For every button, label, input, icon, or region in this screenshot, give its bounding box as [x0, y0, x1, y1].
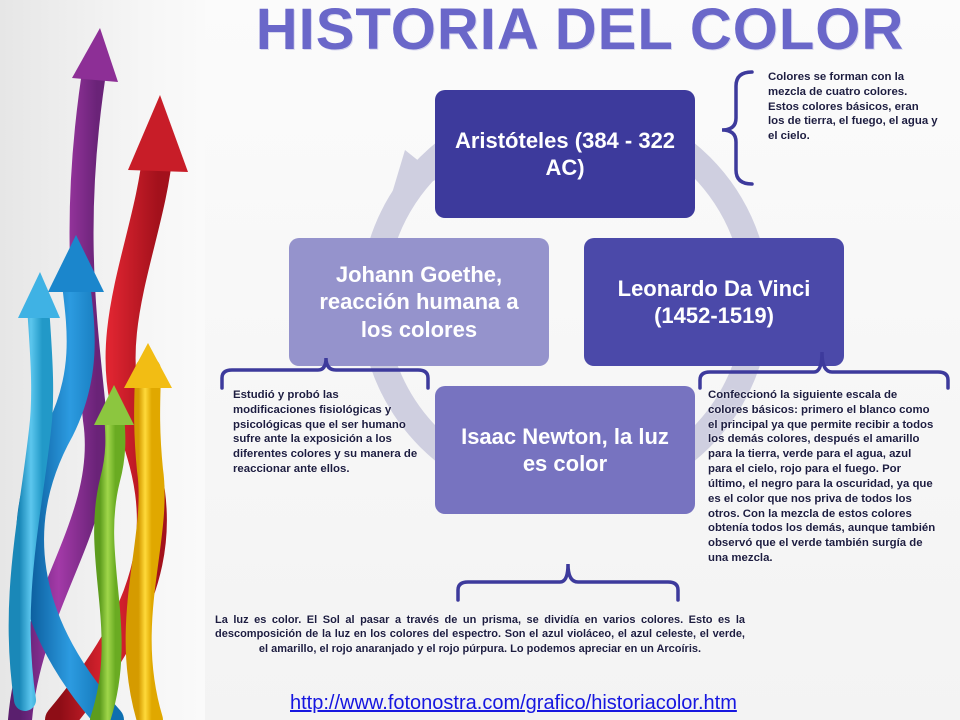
note-goethe: Estudió y probó las modificaciones fisiológicas y psicológicas que el ser humano sufre ante la exposición a los diferentes colores y su manera de reaccionar ante ellos. — [233, 389, 418, 476]
brace-aristoteles — [722, 72, 752, 184]
brace-goethe — [222, 358, 428, 388]
note-davinci: Confeccionó la siguiente escala de colores básicos: primero el blanco como el principal ya que permite recibir a todos los demás colores, después el amarillo para la tierra, verde para el agua, azul para el cielo, rojo para el fuego. Por último, el negro para la oscuridad, ya que es el color que nos priva de todos los otros. Con la mezcla de estos colores obtenía todos los demás, aunque también observó que el verde también surgía de una mezcla. — [708, 389, 936, 565]
brace-newton — [458, 564, 678, 600]
note-aristoteles: Colores se forman con la mezcla de cuatro colores. Estos colores básicos, eran los de tierra, el fuego, el agua y el cielo. — [768, 71, 938, 143]
cycle-box-davinci: Leonardo Da Vinci (1452-1519) — [584, 238, 844, 366]
cycle-box-aristoteles: Aristóteles (384 - 322 AC) — [435, 90, 695, 218]
cycle-box-newton: Isaac Newton, la luz es color — [435, 386, 695, 514]
note-newton: La luz es color. El Sol al pasar a través de un prisma, se dividía en varios colores. Esto es la descomposición de la luz en los colores del espectro. Son el azul violáceo, el azul celeste, el verde, el amarillo, el rojo anaranjado y el rojo púrpura. Lo podemos apreciar en un Arcoíris. — [215, 614, 745, 655]
brace-davinci — [700, 352, 948, 388]
cycle-box-goethe: Johann Goethe, reacción humana a los colores — [289, 238, 549, 366]
page-title: HISTORIA DEL COLOR — [255, 0, 905, 62]
source-link[interactable]: http://www.fotonostra.com/grafico/historiacolor.htm — [290, 692, 737, 714]
